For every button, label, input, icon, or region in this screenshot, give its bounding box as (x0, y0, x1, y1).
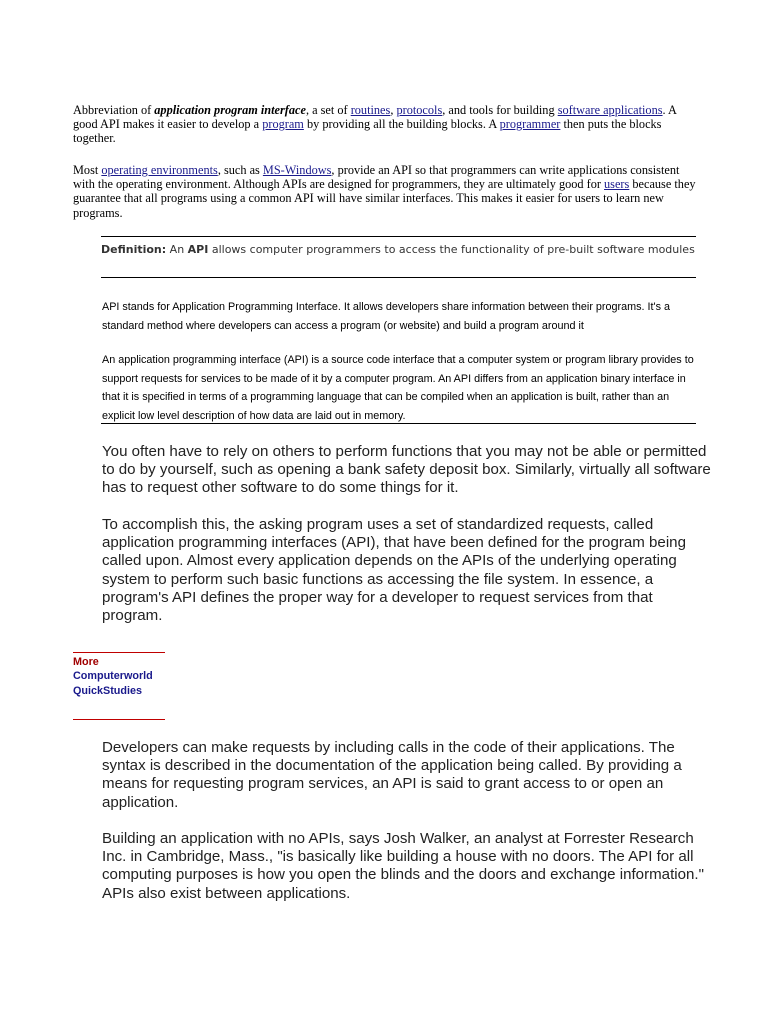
paragraph-accomplish-this: To accomplish this, the asking program uses a set of standardized requests, called application programming interfaces (API), that have been defined for the program being called upon. Almost every application depends on the APIs of the underlying operating system to perform such basic functions as accessing the file system. In essence, a program's API defines the proper way for a developer to request services from that program. (102, 516, 686, 625)
term-emphasis: application program interface (154, 103, 306, 117)
link-computerworld[interactable]: Computerworld (73, 670, 153, 683)
text-segment: , a set of (305, 103, 351, 117)
link-programmer[interactable]: programmer (499, 117, 561, 132)
link-routines[interactable]: routines (350, 103, 391, 117)
text-segment: Most (73, 163, 102, 177)
text-segment: An (166, 243, 188, 256)
text-segment: then puts the blocks together. (73, 117, 662, 146)
definition-box (101, 236, 696, 278)
sidebar-bottom-rule (73, 719, 165, 720)
api-term: API (187, 243, 209, 256)
intro-paragraph-1 (73, 103, 698, 146)
paragraph-api-stands-for: API stands for Application Programming Interface. It allows developers share information between their programs. It's a standard method where developers can access a program (or website) and build a program around it (102, 301, 670, 332)
text-segment: by providing all the building blocks. A (303, 117, 500, 132)
text-segment: because they guarantee that all programs using a common API will have similar interfaces. This makes it easier for users to learn new programs. (73, 177, 696, 220)
link-program[interactable]: program (262, 117, 304, 132)
more-label: More (73, 656, 99, 668)
text-segment: , such as (217, 163, 263, 177)
sidebar-top-rule (73, 652, 165, 653)
text-segment: , provide an API so that programmers can write applications consistent with the operating environment. Although APIs are designed for programmers, they are ultimately good for (73, 163, 680, 192)
paragraph-developers-requests: Developers can make requests by including calls in the code of their applications. The syntax is described in the documentation of the application being called. By providing a means for requesting program services, an API is said to grant access to or open an application. (102, 739, 682, 811)
paragraph-no-apis-quote: Building an application with no APIs, says Josh Walker, an analyst at Forrester Research Inc. in Cambridge, Mass., "is basically like building a house with no doors. The API for all computing purposes is how you open the blinds and the doors and exchange information." APIs also exist between applications. (102, 830, 704, 902)
definition-text (101, 241, 696, 259)
link-quickstudies[interactable]: QuickStudies (73, 684, 142, 697)
text-segment: Abbreviation of (73, 103, 155, 117)
link-protocols[interactable]: protocols (396, 103, 443, 117)
link-operating-environments[interactable]: operating environments (101, 163, 218, 177)
intro-paragraph-2 (73, 163, 698, 220)
text-segment: , (390, 103, 397, 117)
sidebar-more-box (73, 655, 193, 698)
link-ms-windows[interactable]: MS-Windows (262, 163, 332, 177)
text-segment: , and tools for building (442, 103, 558, 117)
divider (101, 423, 696, 424)
definition-label: Definition: (101, 243, 167, 256)
paragraph-api-source-code-interface: An application programming interface (API) is a source code interface that a computer system or program library provides to support requests for services to be made of it by a computer program. An API differs from an application binary interface in that it is specified in terms of a programming language that can be compiled when an application is built, rather than an explicit low level description of how data are laid out in memory. (102, 354, 694, 422)
paragraph-rely-on-others: You often have to rely on others to perform functions that you may not be able or permitted to do by yourself, such as opening a bank safety deposit box. Similarly, virtually all software has to request other software to do some things for it. (102, 443, 711, 497)
text-segment: allows computer programmers to access the functionality of pre-built software modules (208, 243, 695, 256)
link-users[interactable]: users (604, 177, 630, 192)
link-software-applications[interactable]: software applications (557, 103, 663, 117)
text-segment: . A good API makes it easier to develop a (73, 103, 677, 132)
